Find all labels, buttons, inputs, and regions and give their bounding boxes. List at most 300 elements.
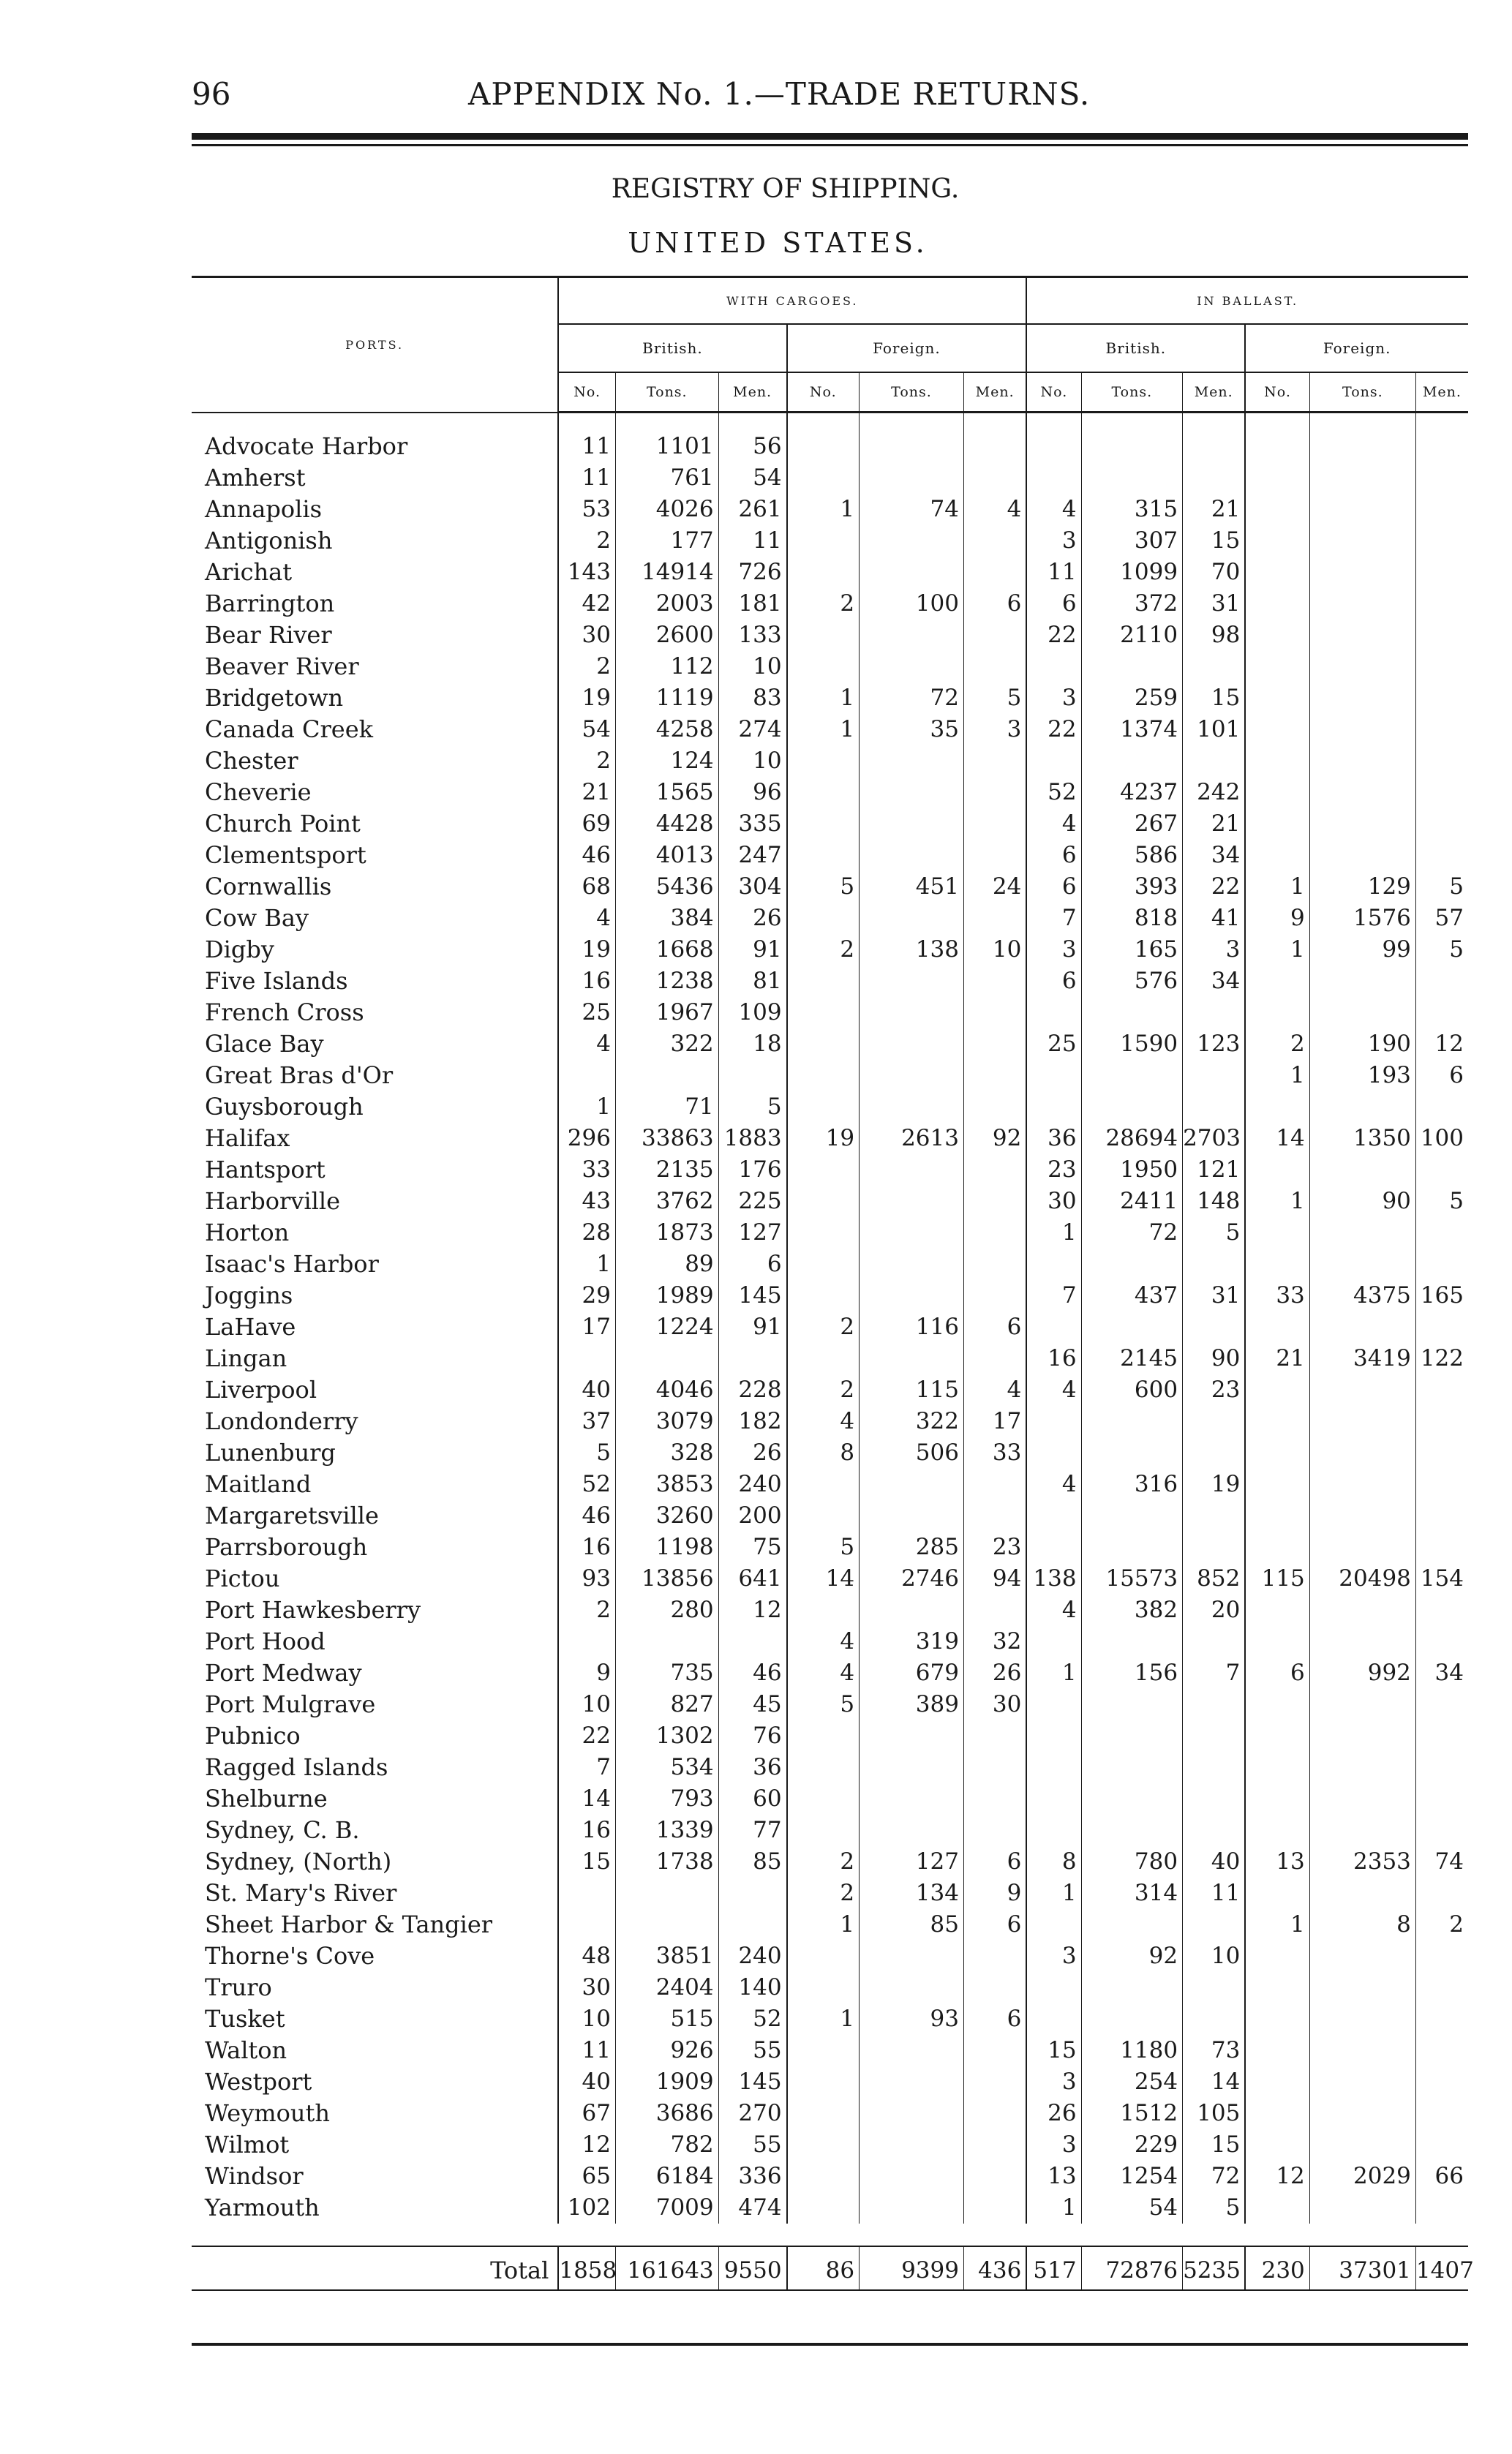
foreign-cargo-no-cell <box>787 1249 860 1280</box>
british-cargo-no-cell: 5 <box>558 1437 615 1469</box>
foreign-ballast-men-cell: 5 <box>1415 934 1468 966</box>
total-foreign-cargo-tons-cell: 9399 <box>860 2246 964 2290</box>
british-ballast-tons-cell: 54 <box>1081 2192 1183 2224</box>
foreign-cargo-men-cell <box>963 1752 1026 1783</box>
foreign-cargo-tons-cell: 72 <box>860 682 964 714</box>
british-ballast-tons-cell <box>1081 1406 1183 1437</box>
british-cargo-tons-cell: 4046 <box>615 1374 718 1406</box>
table-row <box>192 1626 1468 1657</box>
british-cargo-no-cell: 37 <box>558 1406 615 1437</box>
british-ballast-no-cell <box>1026 1406 1081 1437</box>
british-cargo-men-cell: 145 <box>718 1280 786 1311</box>
british-cargo-no-cell: 9 <box>558 1657 615 1689</box>
british-ballast-tons-cell: 1950 <box>1081 1154 1183 1186</box>
foreign-ballast-tons-cell <box>1309 1532 1415 1563</box>
foreign-cargo-no-cell: 1 <box>787 494 860 525</box>
british-cargo-men-cell: 77 <box>718 1815 786 1846</box>
foreign-ballast-no-cell <box>1245 2098 1309 2129</box>
foreign-ballast-tons-cell <box>1309 1374 1415 1406</box>
foreign-cargo-tons-cell <box>860 557 964 588</box>
foreign-cargo-no-cell <box>787 1186 860 1217</box>
foreign-cargo-tons-cell <box>860 997 964 1028</box>
british-cargo-men-cell: 109 <box>718 997 786 1028</box>
british-cargo-tons-cell: 1873 <box>615 1217 718 1249</box>
british-ballast-tons-cell: 92 <box>1081 1941 1183 1972</box>
british-cargo-no-cell: 2 <box>558 525 615 557</box>
foreign-ballast-no-cell <box>1245 777 1309 808</box>
british-cargo-no-cell: 25 <box>558 997 615 1028</box>
foreign-ballast-men-cell <box>1415 1217 1468 1249</box>
foreign-cargo-men-cell <box>963 1815 1026 1846</box>
foreign-ballast-men-cell <box>1415 462 1468 494</box>
british-cargo-no-cell: 4 <box>558 1028 615 1060</box>
port-name: Isaac's Harbor <box>205 1250 379 1278</box>
foreign-cargo-tons-cell <box>860 903 964 934</box>
british-cargo-no-cell: 4 <box>558 903 615 934</box>
foreign-ballast-no-cell <box>1245 588 1309 620</box>
foreign-ballast-men-cell: 66 <box>1415 2161 1468 2192</box>
british-cargo-tons-cell: 735 <box>615 1657 718 1689</box>
foreign-ballast-no-cell: 1 <box>1245 934 1309 966</box>
foreign-ballast-men-cell: 165 <box>1415 1280 1468 1311</box>
port-name: French Cross <box>205 998 364 1026</box>
british-cargo-tons-cell: 14914 <box>615 557 718 588</box>
table-row <box>192 1720 1468 1752</box>
british-ballast-tons-cell <box>1081 1626 1183 1657</box>
foreign-cargo-no-cell <box>787 2192 860 2224</box>
foreign-ballast-men-cell <box>1415 2098 1468 2129</box>
british-ballast-no-cell: 15 <box>1026 2035 1081 2066</box>
british-cargo-tons-cell: 13856 <box>615 1563 718 1595</box>
british-cargo-men-cell: 85 <box>718 1846 786 1878</box>
british-cargo-men-cell: 726 <box>718 557 786 588</box>
british-cargo-men-cell: 145 <box>718 2066 786 2098</box>
header-rule-thin <box>192 144 1468 146</box>
foreign-ballast-no-cell <box>1245 745 1309 777</box>
british-cargo-men-cell: 1883 <box>718 1123 786 1154</box>
foreign-cargo-no-cell <box>787 1217 860 1249</box>
table-row <box>192 997 1468 1028</box>
foreign-ballast-no-cell <box>1245 1752 1309 1783</box>
british-ballast-tons-cell <box>1081 1689 1183 1720</box>
col-men-header: Men. <box>718 372 786 413</box>
port-name: Windsor <box>205 2162 304 2190</box>
table-row <box>192 1846 1468 1878</box>
foreign-ballast-men-cell <box>1415 1626 1468 1657</box>
british-cargo-no-cell: 68 <box>558 871 615 903</box>
foreign-ballast-men-cell: 34 <box>1415 1657 1468 1689</box>
port-name: Port Hood <box>205 1627 326 1655</box>
foreign-cargo-tons-cell: 2613 <box>860 1123 964 1154</box>
british-ballast-men-cell <box>1183 1060 1246 1091</box>
foreign-cargo-no-cell <box>787 1091 860 1123</box>
foreign-cargo-tons-cell <box>860 2035 964 2066</box>
foreign-cargo-men-cell <box>963 557 1026 588</box>
british-cargo-tons-cell: 761 <box>615 462 718 494</box>
foreign-ballast-no-cell: 1 <box>1245 1060 1309 1091</box>
foreign-ballast-tons-cell <box>1309 2003 1415 2035</box>
british-ballast-tons-cell: 372 <box>1081 588 1183 620</box>
foreign-cargo-men-cell: 94 <box>963 1563 1026 1595</box>
british-cargo-tons-cell: 4013 <box>615 840 718 871</box>
col-tons-header: Tons. <box>860 372 964 413</box>
foreign-ballast-no-cell <box>1245 1406 1309 1437</box>
british-ballast-tons-cell: 600 <box>1081 1374 1183 1406</box>
foreign-cargo-tons-cell: 451 <box>860 871 964 903</box>
british-ballast-no-cell: 3 <box>1026 934 1081 966</box>
british-cargo-men-cell: 26 <box>718 1437 786 1469</box>
foreign-ballast-no-cell <box>1245 1091 1309 1123</box>
foreign-ballast-no-cell <box>1245 1783 1309 1815</box>
foreign-ballast-tons-cell: 129 <box>1309 871 1415 903</box>
british-ballast-tons-cell: 818 <box>1081 903 1183 934</box>
port-name: Pubnico <box>205 1722 301 1750</box>
british-cargo-men-cell: 641 <box>718 1563 786 1595</box>
foreign-cargo-no-cell: 2 <box>787 1374 860 1406</box>
foreign-ballast-tons-cell <box>1309 2098 1415 2129</box>
foreign-ballast-tons-cell <box>1309 1091 1415 1123</box>
british-cargo-men-cell: 336 <box>718 2161 786 2192</box>
table-row <box>192 903 1468 934</box>
port-name: St. Mary's River <box>205 1879 397 1907</box>
total-british-cargo-no-cell: 1858 <box>558 2246 615 2290</box>
british-ballast-no-cell: 30 <box>1026 1186 1081 1217</box>
foreign-cargo-no-cell: 2 <box>787 934 860 966</box>
foreign-cargo-men-cell <box>963 745 1026 777</box>
british-ballast-no-cell: 11 <box>1026 557 1081 588</box>
british-ballast-tons-cell: 1180 <box>1081 2035 1183 2066</box>
table-row <box>192 2192 1468 2224</box>
british-ballast-no-cell <box>1026 997 1081 1028</box>
foreign-cargo-tons-cell <box>860 1343 964 1374</box>
british-cargo-men-cell: 5 <box>718 1091 786 1123</box>
foreign-ballast-tons-cell <box>1309 2129 1415 2161</box>
british-ballast-men-cell <box>1183 1626 1246 1657</box>
british-cargo-men-cell: 56 <box>718 413 786 463</box>
foreign-ballast-tons-cell <box>1309 682 1415 714</box>
british-ballast-men-cell <box>1183 1815 1246 1846</box>
british-ballast-men-cell: 73 <box>1183 2035 1246 2066</box>
british-ballast-no-cell: 22 <box>1026 620 1081 651</box>
foreign-cargo-no-cell <box>787 2098 860 2129</box>
foreign-cargo-tons-cell <box>860 1280 964 1311</box>
foreign-ballast-no-cell <box>1245 966 1309 997</box>
foreign-ballast-no-cell <box>1245 1469 1309 1500</box>
foreign-cargo-tons-cell: 679 <box>860 1657 964 1689</box>
foreign-cargo-tons-cell <box>860 1060 964 1091</box>
british-ballast-no-cell <box>1026 651 1081 682</box>
total-row <box>192 2246 1468 2290</box>
british-ballast-men-cell: 41 <box>1183 903 1246 934</box>
foreign-ballast-men-cell <box>1415 1437 1468 1469</box>
foreign-cargo-tons-cell <box>860 1028 964 1060</box>
foreign-cargo-no-cell: 14 <box>787 1563 860 1595</box>
foreign-cargo-no-cell <box>787 1028 860 1060</box>
british-ballast-tons-cell: 316 <box>1081 1469 1183 1500</box>
foreign-cargo-men-cell <box>963 1469 1026 1500</box>
foreign-ballast-tons-cell <box>1309 494 1415 525</box>
foreign-ballast-tons-cell <box>1309 1437 1415 1469</box>
british-cargo-tons-cell: 1302 <box>615 1720 718 1752</box>
table-row <box>192 2129 1468 2161</box>
foreign-cargo-men-cell <box>963 840 1026 871</box>
british-cargo-men-cell: 335 <box>718 808 786 840</box>
foreign-ballast-men-cell: 5 <box>1415 871 1468 903</box>
foreign-ballast-men-cell <box>1415 651 1468 682</box>
foreign-cargo-men-cell <box>963 651 1026 682</box>
foreign-ballast-no-cell <box>1245 1311 1309 1343</box>
table-row <box>192 1186 1468 1217</box>
british-ballast-no-cell: 3 <box>1026 2129 1081 2161</box>
total-british-cargo-men-cell: 9550 <box>718 2246 786 2290</box>
foreign-cargo-no-cell <box>787 413 860 463</box>
port-name: Great Bras d'Or <box>205 1061 394 1089</box>
foreign-cargo-tons-cell <box>860 1249 964 1280</box>
british-ballast-tons-cell: 72 <box>1081 1217 1183 1249</box>
british-cargo-men-cell: 274 <box>718 714 786 745</box>
british-ballast-tons-cell: 156 <box>1081 1657 1183 1689</box>
british-ballast-no-cell: 1 <box>1026 1657 1081 1689</box>
british-ballast-no-cell: 8 <box>1026 1846 1081 1878</box>
foreign-ballast-tons-cell <box>1309 745 1415 777</box>
british-ballast-tons-cell: 254 <box>1081 2066 1183 2098</box>
table-row <box>192 588 1468 620</box>
col-no-header: No. <box>787 372 860 413</box>
total-british-ballast-tons-cell: 72876 <box>1081 2246 1183 2290</box>
foreign-cargo-tons-cell: 506 <box>860 1437 964 1469</box>
foreign-ballast-tons-cell <box>1309 525 1415 557</box>
british-cargo-tons-cell <box>615 1060 718 1091</box>
british-ballast-tons-cell <box>1081 1500 1183 1532</box>
british-ballast-men-cell <box>1183 1532 1246 1563</box>
table-row <box>192 1123 1468 1154</box>
british-cargo-no-cell: 54 <box>558 714 615 745</box>
foreign-ballast-men-cell: 12 <box>1415 1028 1468 1060</box>
foreign-cargo-no-cell <box>787 1154 860 1186</box>
port-name: Harborville <box>205 1187 341 1215</box>
british-cargo-no-cell: 1 <box>558 1091 615 1123</box>
foreign-ballast-men-cell: 6 <box>1415 1060 1468 1091</box>
foreign-ballast-tons-cell <box>1309 557 1415 588</box>
foreign-ballast-no-cell: 13 <box>1245 1846 1309 1878</box>
british-ballast-tons-cell: 4237 <box>1081 777 1183 808</box>
foreign-cargo-tons-cell <box>860 2192 964 2224</box>
running-title: APPENDIX No. 1.—TRADE RETURNS. <box>468 76 1091 112</box>
british-cargo-men-cell: 45 <box>718 1689 786 1720</box>
foreign-cargo-no-cell <box>787 808 860 840</box>
british-cargo-tons-cell: 827 <box>615 1689 718 1720</box>
foreign-cargo-no-cell <box>787 2161 860 2192</box>
british-cargo-no-cell: 16 <box>558 1532 615 1563</box>
foreign-cargo-men-cell <box>963 903 1026 934</box>
foreign-ballast-no-cell <box>1245 714 1309 745</box>
foreign-ballast-tons-cell <box>1309 1783 1415 1815</box>
foreign-ballast-no-cell <box>1245 2129 1309 2161</box>
foreign-ballast-tons-cell <box>1309 1815 1415 1846</box>
british-ballast-men-cell <box>1183 1437 1246 1469</box>
british-ballast-no-cell <box>1026 1752 1081 1783</box>
foreign-cargo-men-cell <box>963 1783 1026 1815</box>
foreign-ballast-men-cell <box>1415 1091 1468 1123</box>
british-ballast-no-cell: 3 <box>1026 2066 1081 2098</box>
british-ballast-no-cell: 1 <box>1026 1878 1081 1909</box>
foreign-cargo-no-cell <box>787 1280 860 1311</box>
foreign-cargo-tons-cell <box>860 2066 964 2098</box>
foreign-cargo-tons-cell: 35 <box>860 714 964 745</box>
british-ballast-men-cell <box>1183 651 1246 682</box>
british-ballast-men-cell <box>1183 1752 1246 1783</box>
british-ballast-men-cell <box>1183 997 1246 1028</box>
table-row <box>192 1311 1468 1343</box>
foreign-cargo-tons-cell <box>860 745 964 777</box>
ballast-british-header: British. <box>1026 324 1245 372</box>
british-cargo-tons-cell <box>615 1343 718 1374</box>
foreign-ballast-men-cell <box>1415 1374 1468 1406</box>
foreign-ballast-men-cell <box>1415 777 1468 808</box>
foreign-ballast-men-cell <box>1415 840 1468 871</box>
total-foreign-ballast-no-cell: 230 <box>1245 2246 1309 2290</box>
british-ballast-men-cell: 20 <box>1183 1595 1246 1626</box>
table-row <box>192 777 1468 808</box>
table-row <box>192 1469 1468 1500</box>
british-cargo-men-cell: 133 <box>718 620 786 651</box>
british-ballast-no-cell: 7 <box>1026 1280 1081 1311</box>
british-ballast-men-cell: 15 <box>1183 682 1246 714</box>
table-row <box>192 2161 1468 2192</box>
foreign-cargo-men-cell <box>963 1500 1026 1532</box>
foreign-ballast-tons-cell: 1576 <box>1309 903 1415 934</box>
british-cargo-men-cell: 11 <box>718 525 786 557</box>
foreign-ballast-no-cell <box>1245 1437 1309 1469</box>
col-tons-header: Tons. <box>615 372 718 413</box>
foreign-ballast-men-cell <box>1415 620 1468 651</box>
foreign-ballast-no-cell <box>1245 2003 1309 2035</box>
total-foreign-ballast-tons-cell: 37301 <box>1309 2246 1415 2290</box>
british-cargo-tons-cell: 1119 <box>615 682 718 714</box>
foreign-cargo-men-cell <box>963 462 1026 494</box>
british-cargo-men-cell: 75 <box>718 1532 786 1563</box>
total-foreign-cargo-no-cell: 86 <box>787 2246 860 2290</box>
foreign-cargo-tons-cell <box>860 1941 964 1972</box>
british-cargo-tons-cell: 124 <box>615 745 718 777</box>
foreign-cargo-men-cell <box>963 2129 1026 2161</box>
foreign-ballast-no-cell <box>1245 651 1309 682</box>
british-ballast-men-cell: 70 <box>1183 557 1246 588</box>
port-name: Annapolis <box>205 495 323 523</box>
british-cargo-no-cell: 40 <box>558 1374 615 1406</box>
british-ballast-tons-cell: 1512 <box>1081 2098 1183 2129</box>
british-cargo-no-cell <box>558 1878 615 1909</box>
british-ballast-tons-cell <box>1081 651 1183 682</box>
port-name: Halifax <box>205 1124 290 1152</box>
foreign-cargo-tons-cell: 74 <box>860 494 964 525</box>
foreign-ballast-men-cell <box>1415 808 1468 840</box>
port-name: Sydney, (North) <box>205 1848 392 1875</box>
british-cargo-men-cell: 228 <box>718 1374 786 1406</box>
foreign-ballast-men-cell <box>1415 1720 1468 1752</box>
british-cargo-men-cell: 81 <box>718 966 786 997</box>
british-cargo-men-cell: 54 <box>718 462 786 494</box>
british-ballast-tons-cell: 2411 <box>1081 1186 1183 1217</box>
british-ballast-men-cell: 31 <box>1183 588 1246 620</box>
cargoes-british-header: British. <box>558 324 786 372</box>
foreign-ballast-tons-cell <box>1309 2192 1415 2224</box>
port-name: Ragged Islands <box>205 1753 388 1781</box>
col-no-header: No. <box>558 372 615 413</box>
british-cargo-tons-cell: 515 <box>615 2003 718 2035</box>
foreign-cargo-tons-cell: 319 <box>860 1626 964 1657</box>
british-ballast-men-cell: 31 <box>1183 1280 1246 1311</box>
british-cargo-no-cell: 65 <box>558 2161 615 2192</box>
port-name: Digby <box>205 936 274 963</box>
foreign-ballast-men-cell <box>1415 745 1468 777</box>
british-cargo-men-cell: 240 <box>718 1941 786 1972</box>
british-ballast-men-cell <box>1183 1720 1246 1752</box>
port-name: Weymouth <box>205 2099 330 2127</box>
british-cargo-tons-cell: 384 <box>615 903 718 934</box>
british-ballast-men-cell <box>1183 1091 1246 1123</box>
table-row <box>192 1500 1468 1532</box>
british-cargo-no-cell <box>558 1343 615 1374</box>
foreign-cargo-men-cell: 33 <box>963 1437 1026 1469</box>
table-body <box>192 413 1474 2291</box>
foreign-cargo-no-cell: 2 <box>787 1311 860 1343</box>
british-cargo-no-cell: 10 <box>558 1689 615 1720</box>
british-cargo-men-cell: 46 <box>718 1657 786 1689</box>
british-ballast-no-cell <box>1026 1500 1081 1532</box>
table-row <box>192 1374 1468 1406</box>
foreign-cargo-tons-cell: 134 <box>860 1878 964 1909</box>
col-tons-header: Tons. <box>1081 372 1183 413</box>
port-name: Liverpool <box>205 1376 317 1404</box>
port-name: Bear River <box>205 621 332 649</box>
foreign-ballast-men-cell <box>1415 1500 1468 1532</box>
british-ballast-men-cell <box>1183 1689 1246 1720</box>
british-cargo-no-cell: 11 <box>558 462 615 494</box>
foreign-cargo-men-cell: 6 <box>963 1909 1026 1941</box>
port-name: Cornwallis <box>205 873 332 900</box>
foreign-ballast-men-cell: 5 <box>1415 1186 1468 1217</box>
british-ballast-tons-cell: 229 <box>1081 2129 1183 2161</box>
british-ballast-no-cell <box>1026 745 1081 777</box>
table-row <box>192 871 1468 903</box>
british-ballast-no-cell: 16 <box>1026 1343 1081 1374</box>
table-row <box>192 525 1468 557</box>
table-row <box>192 1028 1468 1060</box>
col-men-header: Men. <box>1183 372 1246 413</box>
foreign-cargo-men-cell <box>963 1972 1026 2003</box>
foreign-ballast-men-cell <box>1415 2192 1468 2224</box>
foreign-cargo-men-cell <box>963 1028 1026 1060</box>
british-cargo-no-cell: 53 <box>558 494 615 525</box>
foreign-ballast-men-cell <box>1415 1311 1468 1343</box>
table-row <box>192 1532 1468 1563</box>
foreign-ballast-no-cell <box>1245 682 1309 714</box>
british-cargo-no-cell: 69 <box>558 808 615 840</box>
british-ballast-men-cell <box>1183 1783 1246 1815</box>
british-cargo-men-cell: 182 <box>718 1406 786 1437</box>
foreign-ballast-no-cell <box>1245 1500 1309 1532</box>
british-cargo-no-cell: 143 <box>558 557 615 588</box>
foreign-ballast-men-cell: 122 <box>1415 1343 1468 1374</box>
table-row <box>192 1595 1468 1626</box>
col-no-header: No. <box>1026 372 1081 413</box>
british-ballast-no-cell: 3 <box>1026 682 1081 714</box>
british-cargo-tons-cell: 1565 <box>615 777 718 808</box>
foreign-cargo-tons-cell: 2746 <box>860 1563 964 1595</box>
spacer-cell <box>192 2224 1468 2246</box>
british-ballast-no-cell: 6 <box>1026 588 1081 620</box>
